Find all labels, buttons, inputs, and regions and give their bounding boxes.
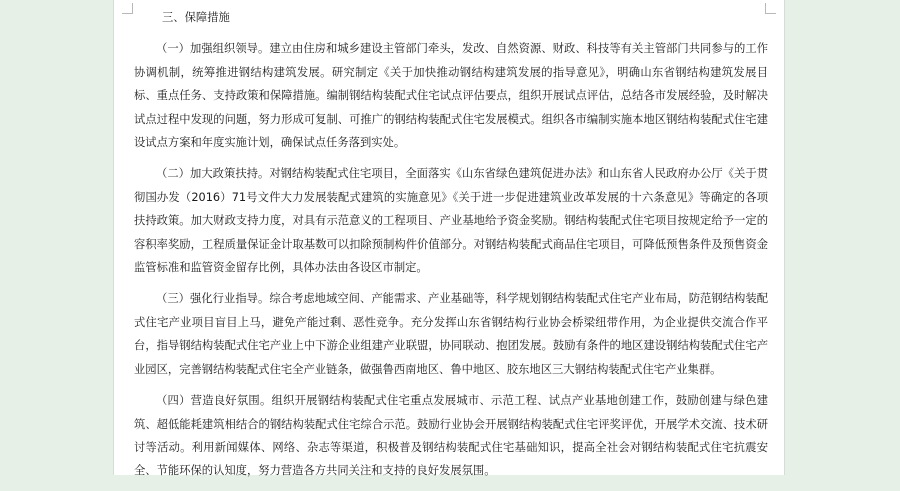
page-corner-mark-top-left [122, 3, 133, 14]
paragraph-policy-support: （二）加大政策扶持。对钢结构装配式住宅项目，全面落实《山东省绿色建筑促进办法》和山东省人民政府办公厅《关于贯彻国办发（2016）71号文件大力发展装配式建筑的实施意见》《关于进一步促进建筑业改革发展的十六条意见》等确定的各项扶持政策。加大财政支持力度，对具有示范意义的工程项目、产业基地给予资金奖励。钢结构装配式住宅项目按规定给予一定的容积率奖励，工程质量保证金计取基数可以扣除预制构件价值部分。对钢结构装配式商品住宅项目，可降低预售条件及预售资金监管标准和监管资金留存比例，具体办法由各设区市制定。 [134, 167, 768, 275]
paragraph-industry-guidance: （三）强化行业指导。综合考虑地域空间、产能需求、产业基础等，科学规划钢结构装配式住宅产业布局，防范钢结构装配式住宅产业项目盲目上马，避免产能过剩、恶性竞争。充分发挥山东省钢结构行业协会桥梁纽带作用，为企业提供交流合作平台，指导钢结构装配式住宅产业上中下游企业组建产业联盟，协同联动、抱团发展。鼓励有条件的地区建设钢结构装配式住宅产业园区，完善钢结构装配式住宅全产业链条，做强鲁西南地区、鲁中地区、胶东地区三大钢结构装配式住宅产业集群。 [134, 292, 768, 376]
document-body [134, 6, 768, 491]
document-page [113, 0, 785, 478]
paragraph-organization-leadership: （一）加强组织领导。建立由住房和城乡建设主管部门牵头，发改、自然资源、财政、科技等有关主管部门共同参与的工作协调机制，统筹推进钢结构建筑发展。研究制定《关于加快推动钢结构建筑发展的指导意见》，明确山东省钢结构建筑发展目标、重点任务、支持政策和保障措施。编制钢结构装配式住宅试点评估要点，组织开展试点评估，总结各市发展经验，及时解决试点过程中发现的问题，努力形成可复制、可推广的钢结构装配式住宅发展模式。组织各市编制实施本地区钢结构装配式住宅建设试点方案和年度实施计划，确保试点任务落到实处。 [134, 42, 768, 150]
paragraph-atmosphere: （四）营造良好氛围。组织开展钢结构装配式住宅重点发展城市、示范工程、试点产业基地创建工作，鼓励创建与绿色建筑、超低能耗建筑相结合的钢结构装配式住宅综合示范。鼓励行业协会开展钢结构装配式住宅评奖评优，开展学术交流、技术研讨等活动。利用新闻媒体、网络、杂志等渠道，积极普及钢结构装配式住宅基础知识，提高全社会对钢结构装配式住宅抗震安全、节能环保的认知度，努力营造各方共同关注和支持的良好发展氛围。 [134, 394, 768, 478]
section-heading: 三、保障措施 [162, 11, 230, 24]
